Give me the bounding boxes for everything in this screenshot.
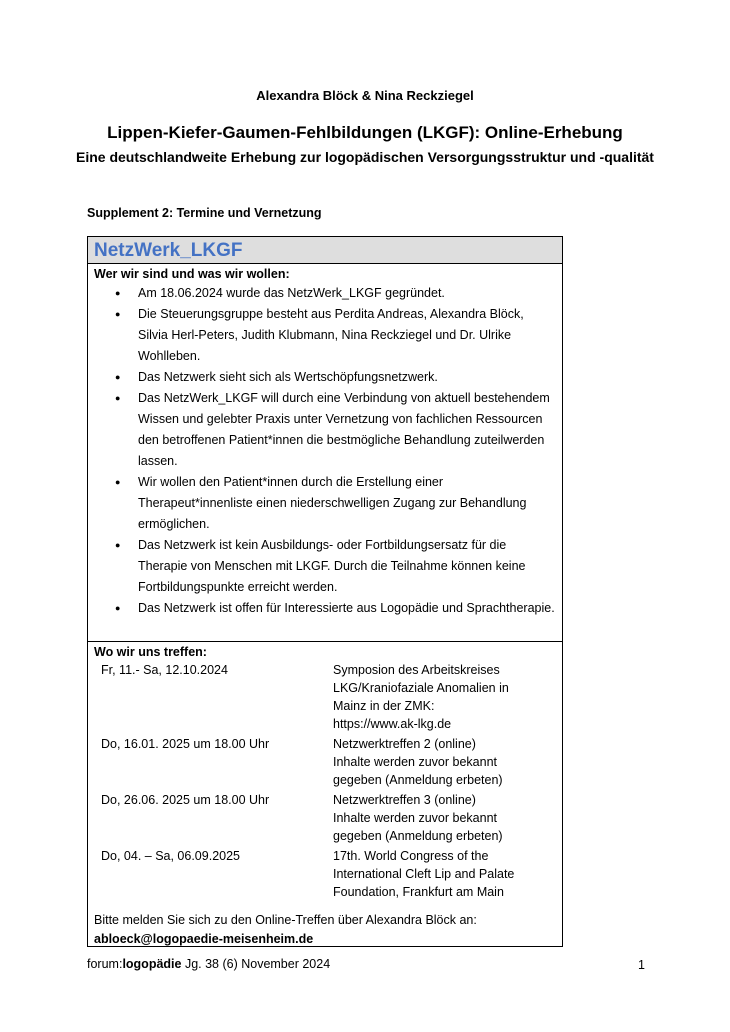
meetings-section xyxy=(88,642,562,949)
event-line: Inhalte werden zuvor bekannt xyxy=(333,811,497,825)
about-item: ● Das Netzwerk sieht sich als Wertschöpfungsnetzwerk. xyxy=(138,367,556,388)
network-box xyxy=(87,236,563,947)
authors: Alexandra Blöck & Nina Reckziegel xyxy=(256,88,474,103)
event-line: Netzwerktreffen 3 (online) xyxy=(333,793,476,807)
event-line: International Cleft Lip and Palate xyxy=(333,867,515,881)
journal-issue: Jg. 38 (6) November 2024 xyxy=(181,957,331,971)
event-line: Netzwerktreffen 2 (online) xyxy=(333,737,476,751)
event-row xyxy=(94,847,514,903)
event-row xyxy=(94,735,514,791)
event-line: LKG/Kraniofaziale Anomalien in xyxy=(333,681,509,695)
event-description xyxy=(333,735,514,791)
event-description xyxy=(333,847,514,903)
event-date: Do, 26.06. 2025 um 18.00 Uhr xyxy=(101,793,270,807)
contact-note xyxy=(94,911,556,949)
document-title: Lippen-Kiefer-Gaumen-Fehlbildungen (LKGF): Online-Erhebung xyxy=(107,123,623,142)
journal-name: logopädie xyxy=(122,957,182,971)
event-description xyxy=(333,791,514,847)
event-row xyxy=(94,661,514,735)
events-table xyxy=(94,661,514,903)
about-item: ● Wir wollen den Patient*innen durch die Erstellung einer Therapeut*innenliste einen niederschwelligen Zugang zur Behandlung ermöglichen. xyxy=(138,472,556,535)
event-line: Symposion des Arbeitskreises xyxy=(333,663,500,677)
event-row xyxy=(94,791,514,847)
contact-text: Bitte melden Sie sich zu den Online-Treffen über Alexandra Blöck an: xyxy=(94,913,477,927)
event-date: Fr, 11.- Sa, 12.10.2024 xyxy=(101,663,228,677)
about-title: Wer wir sind und was wir wollen: xyxy=(94,267,290,281)
network-name: NetzWerk_LKGF xyxy=(94,240,243,261)
contact-email[interactable]: abloeck@logopaedie-meisenheim.de xyxy=(94,932,314,946)
journal-footer xyxy=(87,957,330,971)
about-item: ● Das NetzWerk_LKGF will durch eine Verbindung von aktuell bestehendem Wissen und gelebter Praxis unter Vernetzung von fachlichen Ressourcen den betroffenen Patient*innen die bestmögliche Behandlung zuteilwerden lassen. xyxy=(138,388,556,472)
meetings-title: Wo wir uns treffen: xyxy=(94,645,207,659)
event-line: gegeben (Anmeldung erbeten) xyxy=(333,773,503,787)
event-line: Inhalte werden zuvor bekannt xyxy=(333,755,497,769)
about-item: ● Am 18.06.2024 wurde das NetzWerk_LKGF gegründet. xyxy=(138,283,556,304)
about-item: ● Das Netzwerk ist kein Ausbildungs- oder Fortbildungsersatz für die Therapie von Menschen mit LKGF. Durch die Teilnahme können keine Fortbildungspunkte erreicht werden. xyxy=(138,535,556,598)
journal-prefix: forum: xyxy=(87,957,123,971)
about-list xyxy=(94,283,556,619)
event-date: Do, 16.01. 2025 um 18.00 Uhr xyxy=(101,737,270,751)
about-item: ● Das Netzwerk ist offen für Interessierte aus Logopädie und Sprachtherapie. xyxy=(138,598,556,619)
event-line: Mainz in der ZMK: xyxy=(333,699,435,713)
page-number: 1 xyxy=(638,958,645,972)
event-line: Foundation, Frankfurt am Main xyxy=(333,885,504,899)
supplement-heading: Supplement 2: Termine und Vernetzung xyxy=(87,206,322,220)
event-link[interactable]: https://www.ak-lkg.de xyxy=(333,717,452,731)
event-date: Do, 04. – Sa, 06.09.2025 xyxy=(101,849,240,863)
event-description xyxy=(333,661,514,735)
network-box-header xyxy=(88,237,562,264)
about-item: ● Die Steuerungsgruppe besteht aus Perdita Andreas, Alexandra Blöck, Silvia Herl-Peters, Judith Klubmann, Nina Reckziegel und Dr. Ulrike Wohlleben. xyxy=(138,304,556,367)
document-subtitle: Eine deutschlandweite Erhebung zur logopädischen Versorgungsstruktur und -qualität xyxy=(76,149,654,165)
event-line: 17th. World Congress of the xyxy=(333,849,489,863)
about-section xyxy=(88,264,562,642)
event-line: gegeben (Anmeldung erbeten) xyxy=(333,829,503,843)
